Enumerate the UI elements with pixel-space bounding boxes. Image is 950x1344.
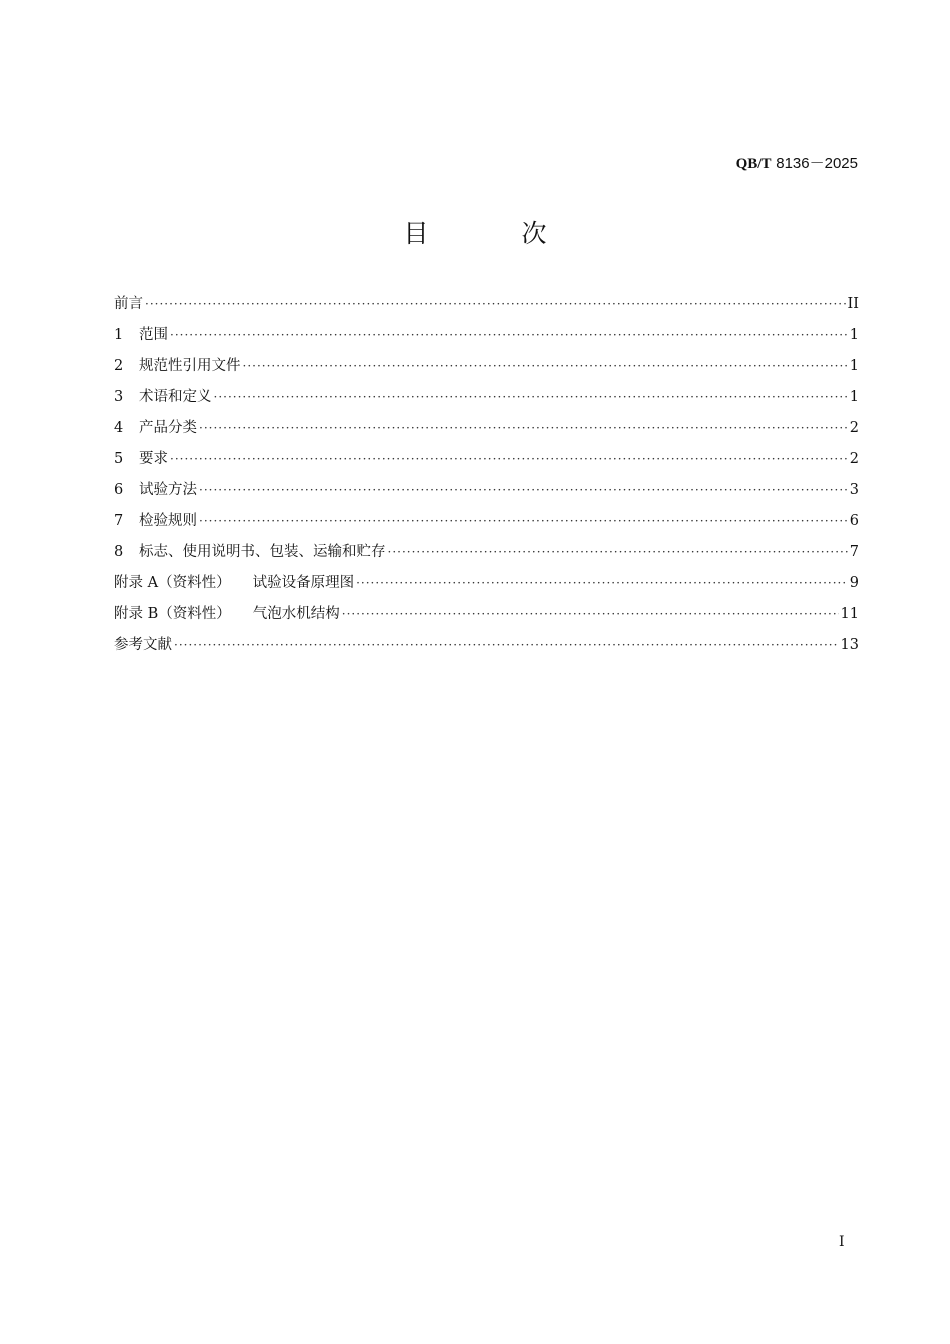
toc-leader-dots — [145, 292, 846, 316]
toc-leader-dots — [170, 447, 848, 471]
toc-entry-text: 产品分类 — [139, 420, 197, 436]
toc-entry-number: 6 — [114, 482, 124, 498]
toc-entry-number: 8 — [114, 544, 124, 560]
toc-entry-page: 9 — [849, 575, 859, 591]
toc-entry-page: 11 — [840, 606, 859, 622]
toc-entry-page: 1 — [849, 389, 859, 405]
toc-entry-text: 标志、使用说明书、包装、运输和贮存 — [139, 544, 386, 560]
toc-leader-dots — [243, 354, 848, 378]
toc-entry-inspection-rules[interactable] — [114, 509, 859, 540]
toc-entry-page: 2 — [849, 420, 859, 436]
toc-entry-page: 1 — [849, 327, 859, 343]
toc-entry-page: 13 — [840, 637, 859, 653]
toc-entry-text — [114, 602, 340, 626]
toc-leader-dots — [174, 633, 839, 657]
toc-annex-title: 气泡水机结构 — [252, 606, 340, 622]
toc-leader-dots — [199, 416, 848, 440]
toc-entry-text: 参考文献 — [114, 637, 172, 653]
toc-entry-page: 2 — [849, 451, 859, 467]
document-code-number: 8136－2025 — [776, 155, 858, 172]
toc-leader-dots — [388, 540, 848, 564]
toc-entry-scope[interactable] — [114, 323, 859, 354]
toc-entry-text: 检验规则 — [139, 513, 197, 529]
toc-entry-number: 1 — [114, 327, 124, 343]
toc-leader-dots — [342, 602, 839, 626]
toc-entry-normative-references[interactable] — [114, 354, 859, 385]
toc-entry-page: 1 — [849, 358, 859, 374]
toc-entry-text: 范围 — [139, 327, 168, 343]
toc-entry-text: 要求 — [139, 451, 168, 467]
toc-entry-text: 术语和定义 — [139, 389, 212, 405]
toc-leader-dots — [356, 571, 848, 595]
toc-entry-annex-b[interactable] — [114, 602, 859, 633]
toc-entry-classification[interactable] — [114, 416, 859, 447]
page-number: I — [839, 1234, 845, 1250]
toc-entry-text: 试验方法 — [139, 482, 197, 498]
toc-entry-number: 4 — [114, 420, 124, 436]
toc-leader-dots — [170, 323, 848, 347]
toc-leader-dots — [199, 478, 848, 502]
toc-entry-foreword[interactable] — [114, 292, 859, 323]
toc-title: 目 次 — [403, 219, 581, 248]
toc-entry-test-methods[interactable] — [114, 478, 859, 509]
toc-entry-annex-a[interactable] — [114, 571, 859, 602]
toc-annex-label: 附录 A（资料性） — [114, 575, 231, 591]
toc-entry-number: 2 — [114, 358, 124, 374]
toc-entry-terms-definitions[interactable] — [114, 385, 859, 416]
toc-entry-page: 3 — [849, 482, 859, 498]
table-of-contents — [114, 292, 859, 664]
toc-entry-text — [114, 571, 354, 595]
toc-entry-page: 6 — [849, 513, 859, 529]
toc-entry-page: 7 — [849, 544, 859, 560]
toc-annex-label: 附录 B（资料性） — [114, 606, 231, 622]
toc-entry-bibliography[interactable] — [114, 633, 859, 664]
toc-entry-number: 5 — [114, 451, 124, 467]
toc-leader-dots — [214, 385, 848, 409]
toc-entry-marking-packaging[interactable] — [114, 540, 859, 571]
toc-entry-text: 前言 — [114, 296, 143, 312]
document-code — [736, 152, 858, 173]
toc-entry-number: 3 — [114, 389, 124, 405]
toc-entry-requirements[interactable] — [114, 447, 859, 478]
toc-entry-page: II — [847, 296, 859, 312]
toc-entry-text: 规范性引用文件 — [139, 358, 241, 374]
toc-annex-title: 试验设备原理图 — [252, 575, 355, 591]
toc-entry-number: 7 — [114, 513, 124, 529]
toc-leader-dots — [199, 509, 848, 533]
document-code-prefix: QB/T — [735, 156, 772, 172]
